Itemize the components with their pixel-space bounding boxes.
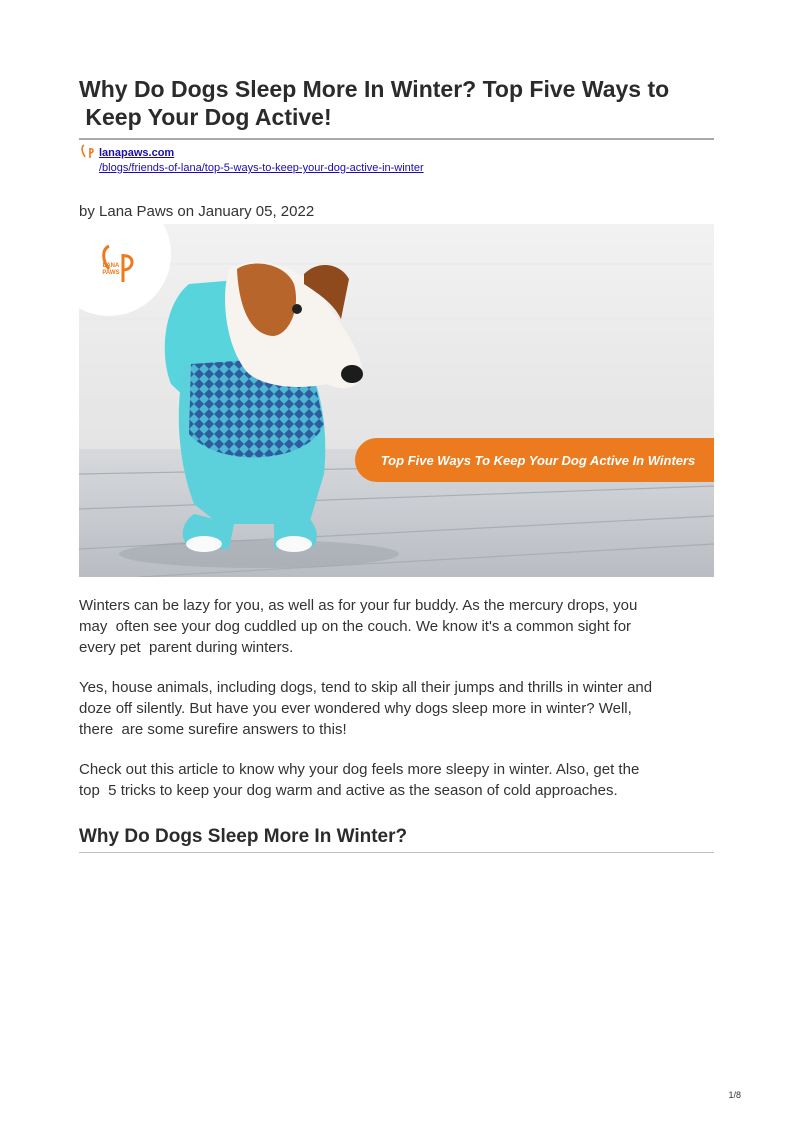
- title-divider: [79, 138, 714, 140]
- intro-paragraph-3: [79, 759, 709, 801]
- article-byline: by Lana Paws on January 05, 2022: [79, 203, 315, 220]
- paragraph-line: doze off silently. But have you ever wondered why dogs sleep more in winter? Well,: [79, 700, 632, 717]
- article-title-line-1: Why Do Dogs Sleep More In Winter? Top Five Ways to: [79, 76, 670, 102]
- paragraph-line: top 5 tricks to keep your dog warm and active as the season of cold approaches.: [79, 782, 618, 799]
- paragraph-line: Yes, house animals, including dogs, tend to skip all their jumps and thrills in winter and: [79, 679, 653, 696]
- paragraph-line: Check out this article to know why your dog feels more sleepy in winter. Also, get the: [79, 761, 640, 778]
- promo-banner-text: Top Five Ways To Keep Your Dog Active In Winters: [380, 453, 696, 468]
- logo-text-lana: LANA: [102, 263, 120, 269]
- source-domain-link[interactable]: lanapaws.com: [99, 147, 175, 159]
- source-path-link[interactable]: /blogs/friends-of-lana/top-5-ways-to-keep-your-dog-active-in-winter: [99, 162, 424, 174]
- section-divider: [79, 852, 714, 853]
- section-heading: Why Do Dogs Sleep More In Winter?: [79, 826, 408, 847]
- logo-text-paws: PAWS: [102, 270, 120, 276]
- promo-banner: [355, 438, 714, 482]
- article-title: [79, 75, 719, 131]
- hero-image: [79, 224, 714, 577]
- article-title-line-2: Keep Your Dog Active!: [79, 104, 332, 130]
- intro-paragraph-1: [79, 595, 709, 658]
- intro-paragraph-2: [79, 677, 709, 740]
- paragraph-line: may often see your dog cuddled up on the couch. We know it's a common sight for: [79, 618, 632, 635]
- paragraph-line: there are some surefire answers to this!: [79, 721, 347, 738]
- page-number: 1/8: [728, 1090, 741, 1100]
- paragraph-line: Winters can be lazy for you, as well as for your fur buddy. As the mercury drops, you: [79, 597, 638, 614]
- paragraph-line: every pet parent during winters.: [79, 639, 294, 656]
- lp-logo-icon: [80, 143, 96, 159]
